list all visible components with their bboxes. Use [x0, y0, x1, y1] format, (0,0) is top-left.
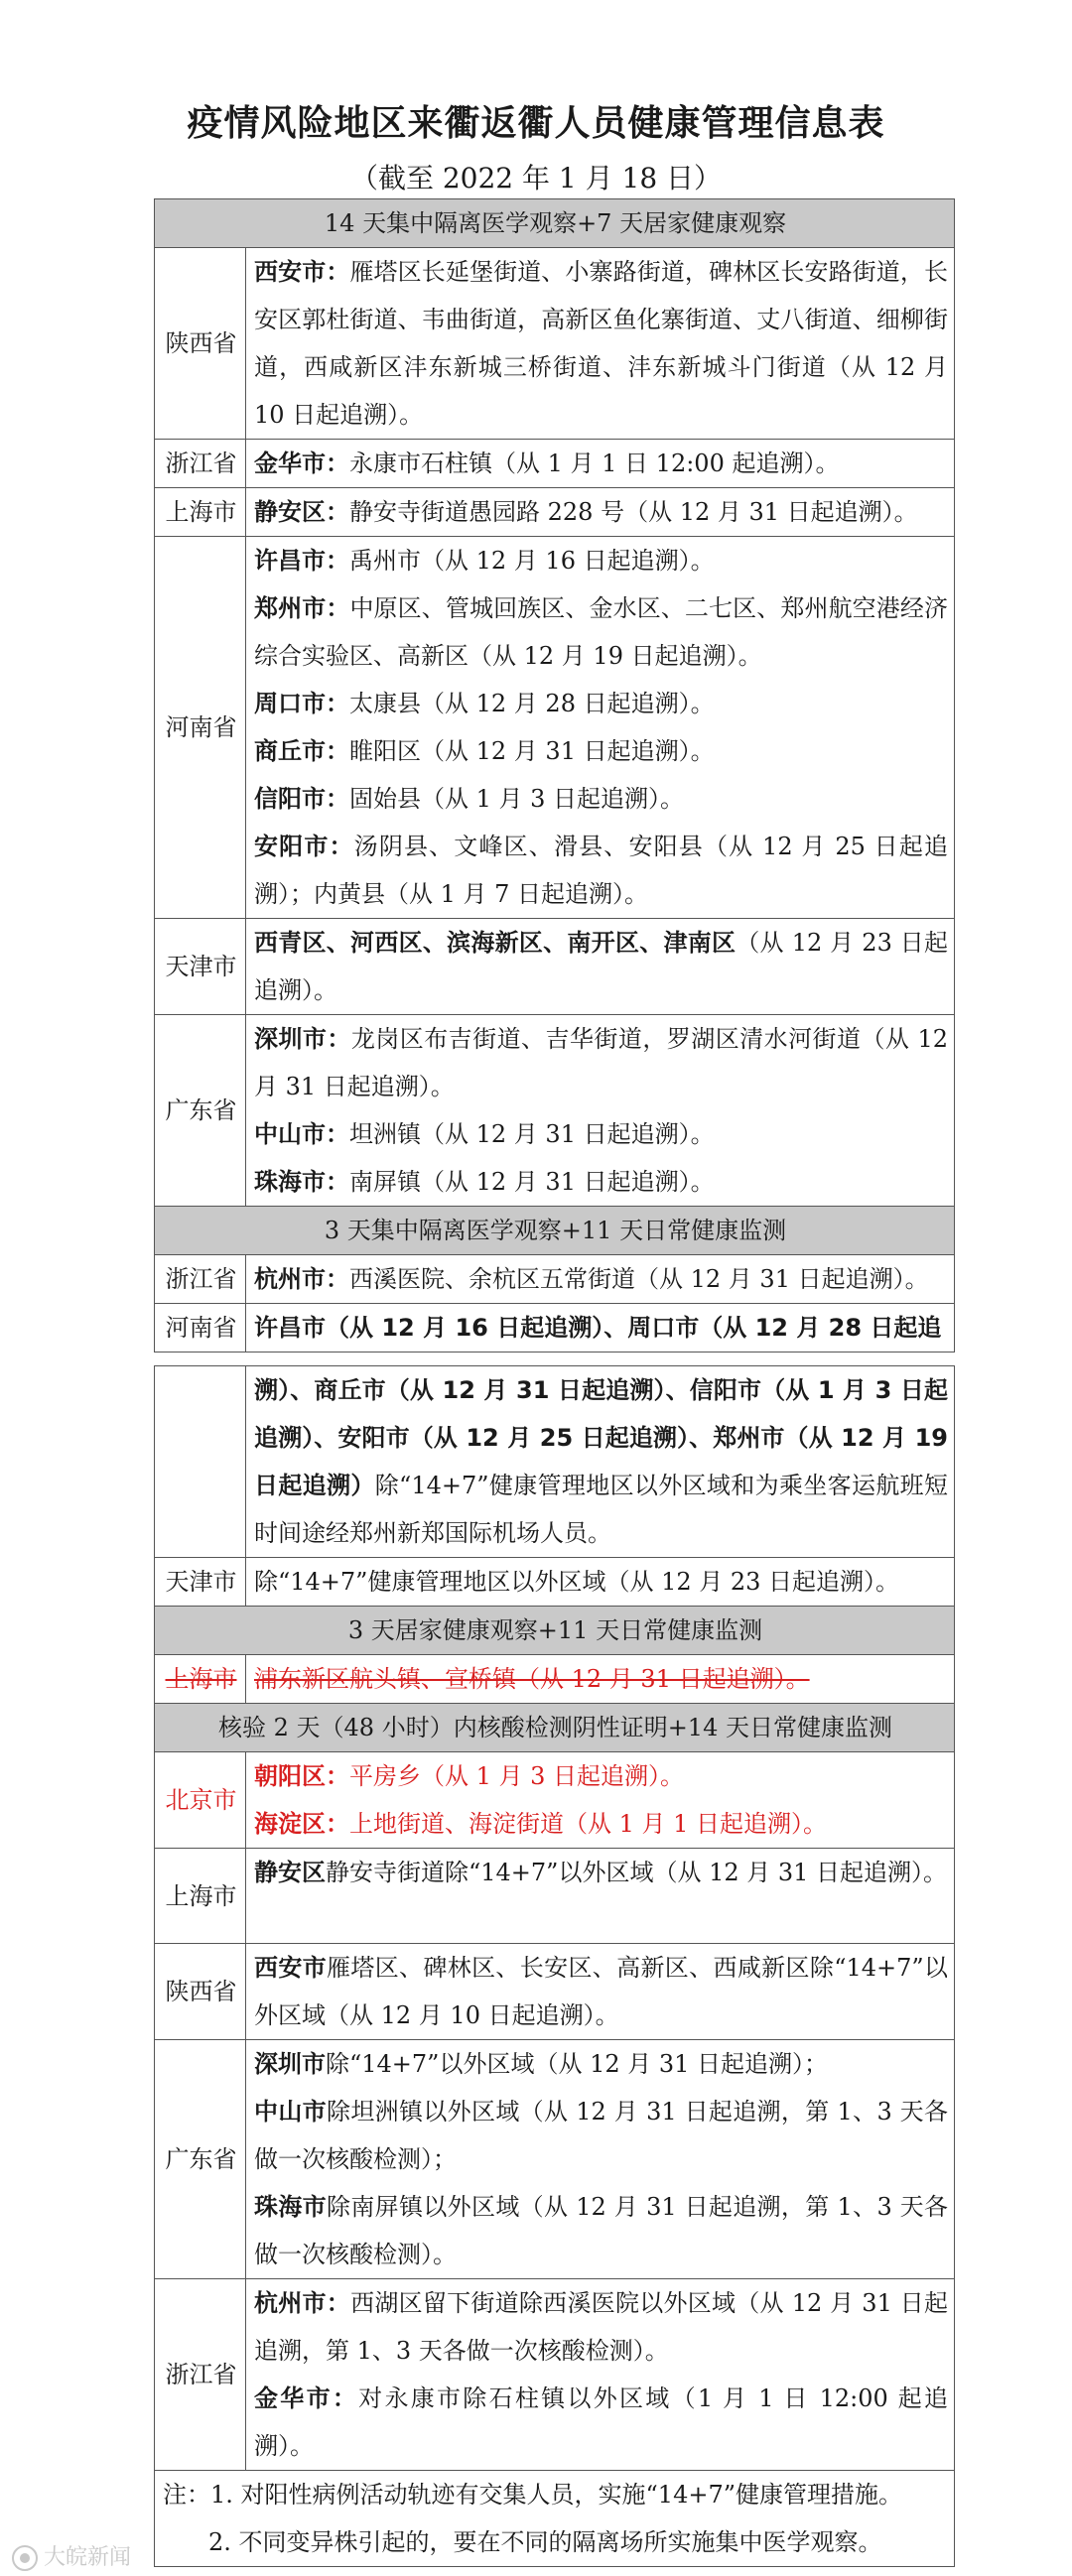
table-row-zhejiang-14-7 [155, 440, 955, 488]
entry-zhuhai [254, 1158, 948, 1206]
note-line-1: 注：1. 对阳性病例活动轨迹有交集人员，实施“14+7”健康管理措施。 [163, 2481, 902, 2509]
area-text: 固始县（从 1 月 3 日起追溯）。 [349, 785, 685, 813]
province-cell-empty [155, 1366, 246, 1558]
section-heading-3-11-home: 3 天居家健康观察+11 天日常健康监测 [155, 1607, 955, 1655]
province-cell: 浙江省 [155, 1255, 246, 1304]
entry-zhongshan [254, 1110, 948, 1158]
city-label: 珠海市： [254, 1168, 349, 1196]
area-cell [246, 1255, 955, 1304]
area-cell-struck: 浦东新区航头镇、宣桥镇（从 12 月 31 日起追溯）。 [246, 1655, 955, 1704]
area-cell [246, 248, 955, 440]
table-row-notes [155, 2471, 955, 2567]
province-cell: 广东省 [155, 2040, 246, 2279]
city-label: 西安市： [254, 258, 350, 286]
city-label: 杭州市： [254, 1265, 349, 1293]
city-label: 静安区： [254, 498, 349, 526]
area-cell: 许昌市（从 12 月 16 日起追溯）、周口市（从 12 月 28 日起追 [246, 1304, 955, 1352]
area-text: 永康市石柱镇（从 1 月 1 日 12:00 起追溯）。 [349, 450, 840, 477]
health-management-table-page2 [154, 1365, 955, 2567]
city-list: 溯）、商丘市（从 12 月 31 日起追溯）、信阳市（从 1 月 3 日起追溯）、安阳市（从 12 月 25 日起追溯）、郑州市（从 12 月 19 日起追溯） [254, 1376, 948, 1499]
city-label: 珠海市 [254, 2193, 327, 2221]
area-text: 汤阴县、文峰区、滑县、安阳县（从 12 月 25 日起追溯）；内黄县（从 1 月 7 日起追溯）。 [254, 833, 949, 908]
area-text: 西溪医院、余杭区五常街道（从 12 月 31 日起追溯）。 [349, 1265, 929, 1293]
area-cell [246, 1944, 955, 2040]
area-cell [246, 440, 955, 488]
area-text: 除坦洲镇以外区域（从 12 月 31 日起追溯，第 1、3 天各做一次核酸检测）； [254, 2098, 949, 2173]
table-row-henan-3-11-part1 [155, 1304, 955, 1352]
district-list: 西青区、河西区、滨海新区、南开区、津南区 [254, 929, 737, 957]
area-text: 除“14+7”健康管理地区以外区域和为乘坐客运航班短时间途经郑州新郑国际机场人员。 [254, 1472, 948, 1547]
table-row-henan-3-11-part2 [155, 1366, 955, 1558]
area-cell [246, 488, 955, 537]
province-cell: 陕西省 [155, 1944, 246, 2040]
city-label: 商丘市： [254, 737, 349, 765]
area-text: 上地街道、海淀街道（从 1 月 1 日起追溯）。 [349, 1810, 828, 1838]
watermark-text: 大皖新闻 [44, 2545, 132, 2570]
entry-shenzhen [254, 2040, 948, 2088]
table-row-tianjin-3-11 [155, 1558, 955, 1607]
area-text: 雁塔区、碑林区、长安区、高新区、西咸新区除“14+7”以外区域（从 12 月 10 日起追溯）。 [254, 1954, 948, 2029]
area-cell [246, 1752, 955, 1849]
area-text: 禹州市（从 12 月 16 日起追溯）。 [349, 547, 715, 575]
area-text: 中原区、管城回族区、金水区、二七区、郑州航空港经济综合实验区、高新区（从 12 月 19 日起追溯）。 [254, 594, 949, 670]
city-label: 深圳市： [254, 1025, 351, 1053]
area-cell [246, 1849, 955, 1944]
province-cell: 上海市 [155, 488, 246, 537]
section-heading-nucleic-test: 核验 2 天（48 小时）内核酸检测阴性证明+14 天日常健康监测 [155, 1704, 955, 1752]
area-cell [246, 537, 955, 919]
province-cell: 浙江省 [155, 2279, 246, 2471]
area-text: 除“14+7”以外区域（从 12 月 31 日起追溯）； [326, 2050, 829, 2078]
watermark [12, 2540, 131, 2571]
area-cell [246, 1366, 955, 1558]
note-line-2: 2. 不同变异株引起的，要在不同的隔离场所实施集中医学观察。 [208, 2528, 882, 2556]
entry-zhongshan [254, 2088, 948, 2183]
city-label: 信阳市： [254, 785, 349, 813]
area-text: 龙岗区布吉街道、吉华街道，罗湖区清水河街道（从 12 月 31 日起追溯）。 [254, 1025, 949, 1100]
area-text: 坦洲镇（从 12 月 31 日起追溯）。 [349, 1120, 715, 1148]
province-cell: 浙江省 [155, 440, 246, 488]
entry-shenzhen [254, 1015, 948, 1110]
table-row-beijing [155, 1752, 955, 1849]
entry-zhuhai [254, 2183, 948, 2278]
province-cell-struck: 上海市 [155, 1655, 246, 1704]
area-text: 雁塔区长延堡街道、小寨路街道，碑林区长安路街道，长安区郭杜街道、韦曲街道，高新区鱼化寨街道、丈八街道、细柳街道，西咸新区沣东新城三桥街道、沣东新城斗门街道（从 12 月 10 日起追溯）。 [254, 258, 949, 429]
table-row-henan-14-7 [155, 537, 955, 919]
area-cell [246, 2040, 955, 2279]
city-label: 静安区 [254, 1859, 326, 1886]
area-text: 平房乡（从 1 月 3 日起追溯）。 [349, 1762, 685, 1790]
city-label: 深圳市 [254, 2050, 326, 2078]
city-label: 金华市： [254, 2384, 359, 2412]
area-text: 静安寺街道除“14+7”以外区域（从 12 月 31 日起追溯）。 [326, 1859, 948, 1886]
entry-xinyang [254, 775, 948, 823]
table-row-shaanxi-nucleic [155, 1944, 955, 2040]
entry-haidian [254, 1800, 948, 1848]
entry-zhengzhou [254, 584, 948, 680]
document-subtitle: （截至 2022 年 1 月 18 日） [349, 162, 723, 194]
area-text: 太康县（从 12 月 28 日起追溯）。 [349, 690, 715, 717]
area-text: 南屏镇（从 12 月 31 日起追溯）。 [349, 1168, 715, 1196]
city-label: 金华市： [254, 450, 349, 477]
area-text: 除南屏镇以外区域（从 12 月 31 日起追溯，第 1、3 天各做一次核酸检测）。 [254, 2193, 949, 2268]
section-heading-14-7: 14 天集中隔离医学观察+7 天居家健康观察 [155, 199, 955, 248]
city-label: 安阳市： [254, 833, 354, 860]
province-cell: 广东省 [155, 1015, 246, 1207]
area-cell [246, 919, 955, 1015]
city-label: 郑州市： [254, 594, 350, 622]
city-label: 周口市： [254, 690, 349, 717]
city-label: 中山市 [254, 2098, 327, 2125]
city-label: 朝阳区： [254, 1762, 349, 1790]
table-row-shanghai-3-11-home [155, 1655, 955, 1704]
notes-cell [155, 2471, 955, 2567]
section-heading-3-11-centralized: 3 天集中隔离医学观察+11 天日常健康监测 [155, 1207, 955, 1255]
area-text: 对永康市除石柱镇以外区域（1 月 1 日 12:00 起追溯）。 [254, 2384, 949, 2460]
area-cell [246, 2279, 955, 2471]
area-text: 睢阳区（从 12 月 31 日起追溯）。 [349, 737, 715, 765]
entry-zhoukou [254, 680, 948, 727]
entry-jinhua [254, 2375, 948, 2470]
table-row-shaanxi-14-7 [155, 248, 955, 440]
area-text: 静安寺街道愚园路 228 号（从 12 月 31 日起追溯）。 [349, 498, 918, 526]
health-management-table-page1 [154, 198, 955, 1352]
table-row-guangdong-nucleic [155, 2040, 955, 2279]
table-row-zhejiang-3-11 [155, 1255, 955, 1304]
entry-anyang [254, 823, 948, 918]
province-cell: 陕西省 [155, 248, 246, 440]
area-text: 西湖区留下街道除西溪医院以外区域（从 12 月 31 日起追溯，第 1、3 天各做一次核酸检测）。 [254, 2289, 949, 2365]
entry-chaoyang [254, 1752, 948, 1800]
table-row-shanghai-14-7 [155, 488, 955, 537]
entry-hangzhou [254, 2279, 948, 2375]
document-title: 疫情风险地区来衢返衢人员健康管理信息表 [187, 103, 885, 144]
table-row-tianjin-14-7 [155, 919, 955, 1015]
table-row-shanghai-nucleic [155, 1849, 955, 1944]
province-cell: 北京市 [155, 1752, 246, 1849]
area-cell: 除“14+7”健康管理地区以外区域（从 12 月 23 日起追溯）。 [246, 1558, 955, 1607]
city-label: 杭州市： [254, 2289, 351, 2317]
province-cell: 上海市 [155, 1849, 246, 1944]
city-label: 海淀区： [254, 1810, 349, 1838]
area-text: （从 12 月 23 日起追溯）。 [254, 929, 949, 1004]
entry-shangqiu [254, 727, 948, 775]
province-cell: 河南省 [155, 1304, 246, 1352]
city-label: 许昌市： [254, 547, 349, 575]
table-row-guangdong-14-7 [155, 1015, 955, 1207]
city-label: 中山市： [254, 1120, 349, 1148]
entry-xuchang [254, 537, 948, 584]
city-label: 西安市 [254, 1954, 328, 1982]
province-cell: 天津市 [155, 1558, 246, 1607]
watermark-logo-icon [12, 2545, 38, 2571]
area-cell [246, 1015, 955, 1207]
province-cell: 天津市 [155, 919, 246, 1015]
table-row-zhejiang-nucleic [155, 2279, 955, 2471]
province-cell: 河南省 [155, 537, 246, 919]
